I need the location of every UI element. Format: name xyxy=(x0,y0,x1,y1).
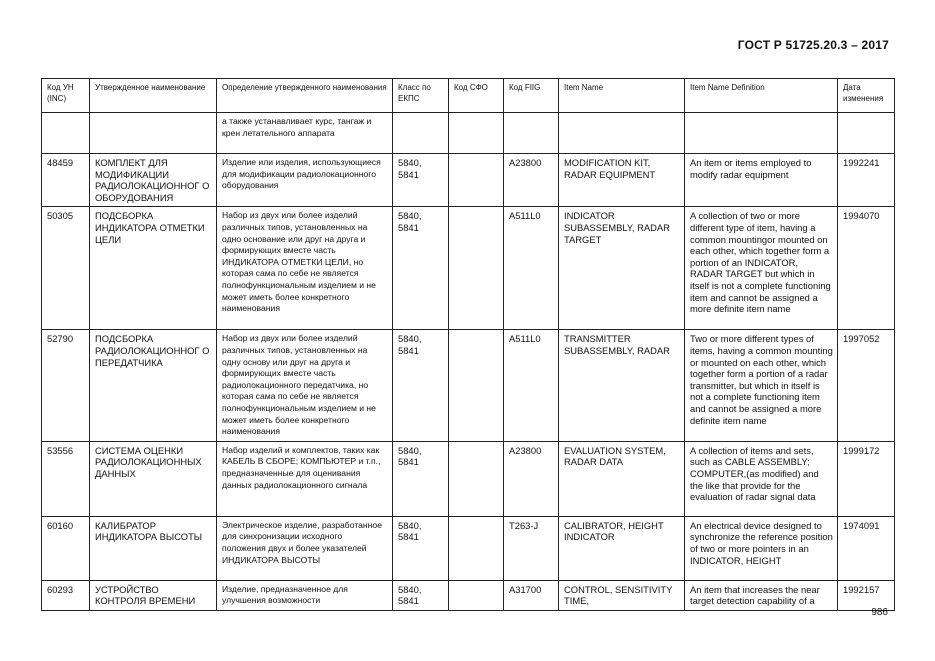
cell-date: 1997052 xyxy=(838,330,895,441)
table-row xyxy=(42,154,895,207)
cell-inc: 60160 xyxy=(42,516,90,580)
cell-sfo xyxy=(449,207,504,330)
cell-item-name: MODIFICATION KIT, RADAR EQUIPMENT xyxy=(559,154,685,207)
cell-fiig: A511L0 xyxy=(504,330,559,441)
cell-date: 1992241 xyxy=(838,154,895,207)
cell-inc: 50305 xyxy=(42,207,90,330)
cell-date: 1999172 xyxy=(838,441,895,516)
table-row xyxy=(42,580,895,610)
cell-def-ru: Набор из двух или более изделий различных типов, установленных на одно основание или друг на друга и формирующих вместе часть ИНДИКАТОРА ОТМЕТКИ ЦЕЛИ, но которая сама по себе не является полнофункциональным изделием и не может иметь более конкретного наименования xyxy=(217,207,393,330)
cell-class: 5840, 5841 xyxy=(393,580,449,610)
cell-class: 5840, 5841 xyxy=(393,330,449,441)
cell-sfo xyxy=(449,330,504,441)
cell-def-ru: а также устанавливает курс, тангаж и крен летательного аппарата xyxy=(217,113,393,154)
col-header-class: Класс по ЕКПС xyxy=(393,79,449,113)
cell-class: 5840, 5841 xyxy=(393,207,449,330)
cell-date: 1994070 xyxy=(838,207,895,330)
cell-date xyxy=(838,113,895,154)
catalog-table xyxy=(41,78,895,611)
table-row xyxy=(42,113,895,154)
cell-name-ru: КОМПЛЕКТ ДЛЯ МОДИФИКАЦИИ РАДИОЛОКАЦИОННОГ О ОБОРУДОВАНИЯ xyxy=(90,154,217,207)
cell-item-name xyxy=(559,113,685,154)
cell-item-def: An electrical device designed to synchronize the reference position of two or more pointers in an INDICATOR, HEIGHT xyxy=(685,516,838,580)
cell-name-ru: ПОДСБОРКА ИНДИКАТОРА ОТМЕТКИ ЦЕЛИ xyxy=(90,207,217,330)
page-number: 986 xyxy=(871,607,888,618)
cell-def-ru: Изделие, предназначенное для улучшения возможности xyxy=(217,580,393,610)
cell-fiig: A23800 xyxy=(504,154,559,207)
table-row xyxy=(42,207,895,330)
col-header-inc: Код УН (INC) xyxy=(42,79,90,113)
cell-sfo xyxy=(449,154,504,207)
cell-class: 5840, 5841 xyxy=(393,441,449,516)
cell-date: 1974091 xyxy=(838,516,895,580)
cell-name-ru xyxy=(90,113,217,154)
cell-inc: 52790 xyxy=(42,330,90,441)
cell-item-name: TRANSMITTER SUBASSEMBLY, RADAR xyxy=(559,330,685,441)
col-header-name-ru: Утвержденное наименование xyxy=(90,79,217,113)
cell-fiig: A23800 xyxy=(504,441,559,516)
cell-sfo xyxy=(449,441,504,516)
col-header-fiig: Код FIIG xyxy=(504,79,559,113)
doc-header: ГОСТ Р 51725.20.3 – 2017 xyxy=(737,38,889,52)
table-row xyxy=(42,441,895,516)
cell-fiig xyxy=(504,113,559,154)
cell-name-ru: СИСТЕМА ОЦЕНКИ РАДИОЛОКАЦИОННЫХ ДАННЫХ xyxy=(90,441,217,516)
cell-item-def: An item that increases the near target detection capability of a xyxy=(685,580,838,610)
cell-date: 1992157 xyxy=(838,580,895,610)
cell-class xyxy=(393,113,449,154)
col-header-def-ru: Определение утвержденного наименования xyxy=(217,79,393,113)
cell-inc: 60293 xyxy=(42,580,90,610)
cell-sfo xyxy=(449,113,504,154)
col-header-date: Дата изменения xyxy=(838,79,895,113)
cell-class: 5840, 5841 xyxy=(393,516,449,580)
cell-item-name: CONTROL, SENSITIVITY TIME, xyxy=(559,580,685,610)
col-header-item-name: Item Name xyxy=(559,79,685,113)
cell-item-def: Two or more different types of items, having a common mounting or mounted on each other, which together form a portion of a radar transmitter, but which in itself is not a complete functioning item and cannot be assigned a more definite item name xyxy=(685,330,838,441)
cell-fiig: A31700 xyxy=(504,580,559,610)
cell-inc: 53556 xyxy=(42,441,90,516)
cell-def-ru: Набор из двух или более изделий различных типов, установленных на одну основу или друг на друга и формирующих вместе часть радиолокационного передатчика, но которая сама по себе не является полнофункциональным изделием и не может иметь более конкретного наименования xyxy=(217,330,393,441)
cell-class: 5840, 5841 xyxy=(393,154,449,207)
cell-item-name: INDICATOR SUBASSEMBLY, RADAR TARGET xyxy=(559,207,685,330)
cell-name-ru: УСТРОЙСТВО КОНТРОЛЯ ВРЕМЕНИ xyxy=(90,580,217,610)
cell-fiig: T263-J xyxy=(504,516,559,580)
table-row xyxy=(42,516,895,580)
table-row xyxy=(42,330,895,441)
table-header-row xyxy=(42,79,895,113)
cell-inc: 48459 xyxy=(42,154,90,207)
cell-sfo xyxy=(449,580,504,610)
cell-item-name: CALIBRATOR, HEIGHT INDICATOR xyxy=(559,516,685,580)
cell-item-def: A collection of two or more different type of item, having a common mountingor mounted on each other, which together form a portion of an INDICATOR, RADAR TARGET but which in itself is not a complete functioning item and cannot be assigned a more definite item name xyxy=(685,207,838,330)
cell-def-ru: Набор изделий и комплектов, таких как КАБЕЛЬ В СБОРЕ; КОМПЬЮТЕР и т.п., предназначенные для оценивания данных радиолокационного сигнала xyxy=(217,441,393,516)
col-header-sfo: Код СФО xyxy=(449,79,504,113)
cell-item-def xyxy=(685,113,838,154)
cell-def-ru: Электрическое изделие, разработанное для синхронизации исходного положения двух и более указателей ИНДИКАТОРА ВЫСОТЫ xyxy=(217,516,393,580)
cell-item-def: An item or items employed to modify radar equipment xyxy=(685,154,838,207)
cell-sfo xyxy=(449,516,504,580)
cell-def-ru: Изделие или изделия, использующиеся для модификации радиолокационного оборудования xyxy=(217,154,393,207)
cell-name-ru: ПОДСБОРКА РАДИОЛОКАЦИОННОГ О ПЕРЕДАТЧИКА xyxy=(90,330,217,441)
cell-item-name: EVALUATION SYSTEM, RADAR DATA xyxy=(559,441,685,516)
col-header-item-def: Item Name Definition xyxy=(685,79,838,113)
cell-fiig: A511L0 xyxy=(504,207,559,330)
cell-inc xyxy=(42,113,90,154)
cell-item-def: A collection of items and sets, such as CABLE ASSEMBLY; COMPUTER,(as modified) and the like that provide for the evaluation of radar signal data xyxy=(685,441,838,516)
cell-name-ru: КАЛИБРАТОР ИНДИКАТОРА ВЫСОТЫ xyxy=(90,516,217,580)
